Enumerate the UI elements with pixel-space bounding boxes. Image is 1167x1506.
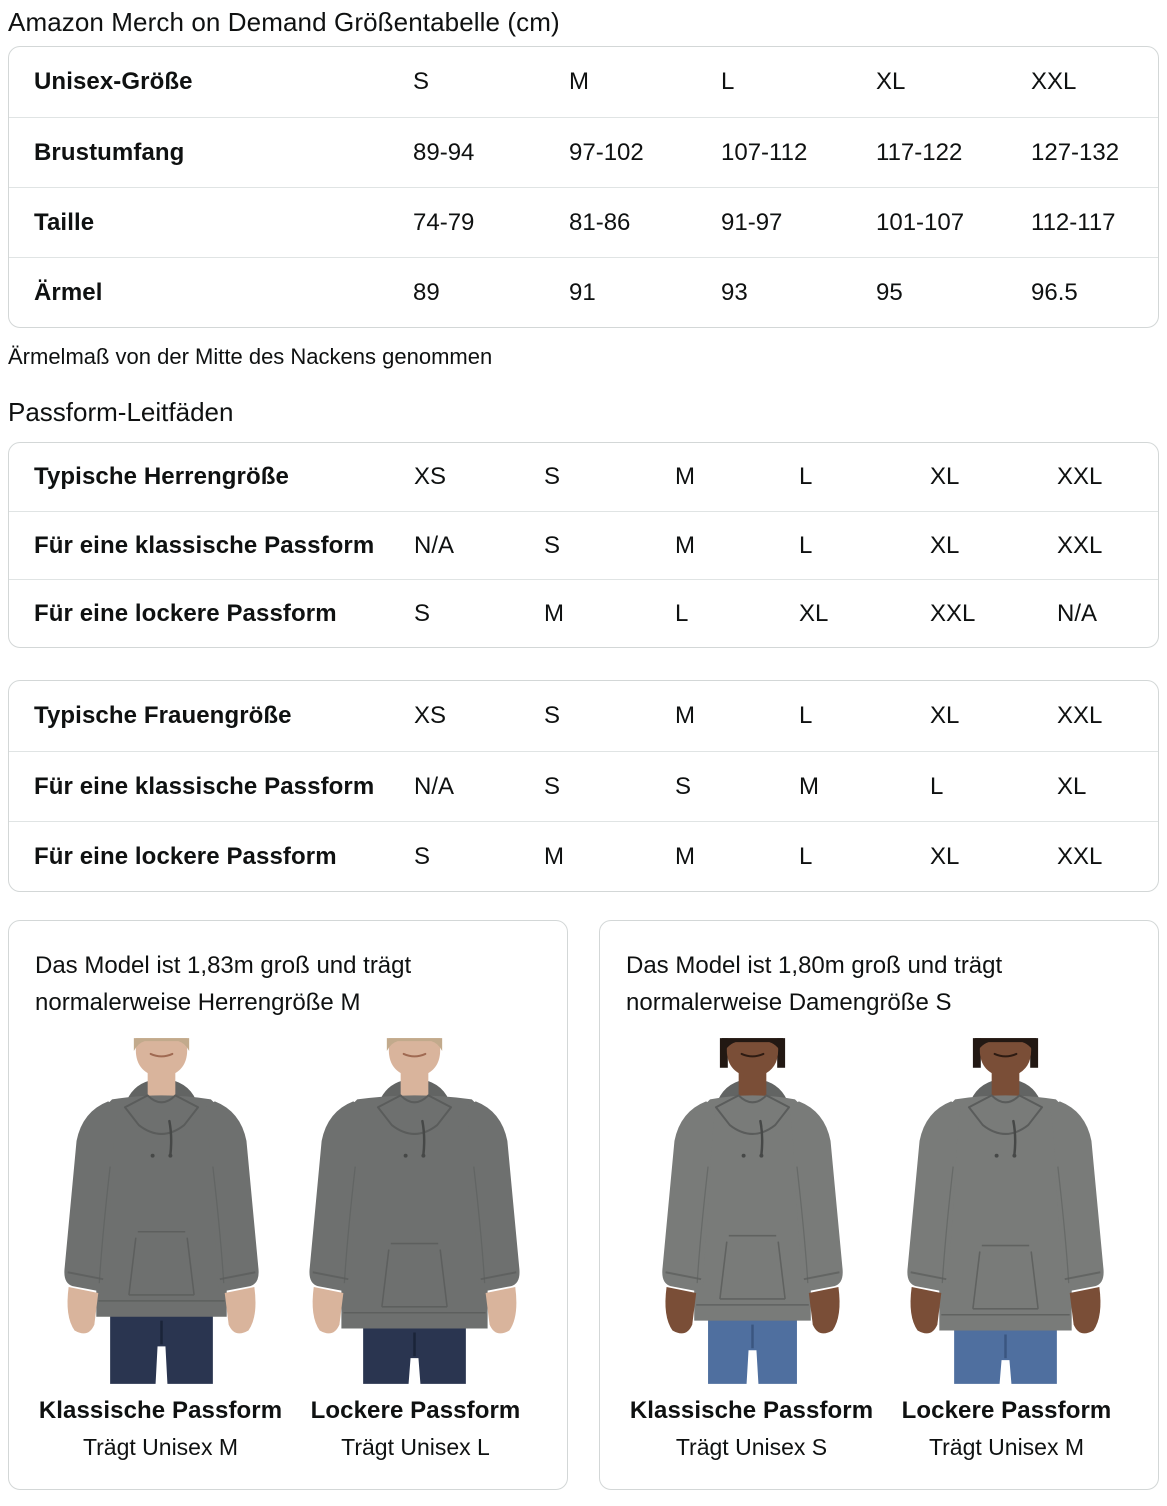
size-value: XL — [799, 599, 829, 627]
model-photos — [624, 1033, 1134, 1389]
size-value: L — [799, 531, 813, 559]
size-value: 96.5 — [1031, 278, 1078, 306]
size-value: S — [675, 772, 692, 800]
size-value: XXL — [1057, 842, 1103, 870]
size-value: N/A — [414, 531, 455, 559]
size-value: L — [675, 599, 689, 627]
fit-caption — [624, 1397, 879, 1461]
size-value: 91-97 — [721, 208, 783, 236]
fit-caption — [879, 1397, 1134, 1461]
size-value: M — [675, 463, 695, 490]
size-value: XXL — [1057, 531, 1103, 559]
size-value: XL — [930, 463, 960, 490]
wears-size-label: Trägt Unisex M — [82, 1434, 239, 1460]
size-value: S — [414, 842, 431, 870]
men-fit-table — [8, 442, 1159, 648]
size-value: M — [799, 772, 819, 800]
size-value: M — [675, 531, 695, 559]
size-value: M — [544, 842, 564, 870]
unisex-size-table — [8, 46, 1159, 328]
size-value: L — [799, 702, 813, 729]
size-value: XS — [414, 463, 447, 490]
size-value: 93 — [721, 278, 748, 306]
table-row — [9, 821, 1158, 891]
size-value: XXL — [1057, 463, 1103, 490]
size-value: 95 — [876, 278, 903, 306]
size-value: XXL — [1057, 702, 1103, 729]
size-value: XL — [930, 702, 960, 729]
row-label: Für eine lockere Passform — [34, 599, 337, 627]
model-photos — [33, 1033, 543, 1389]
size-value: S — [544, 531, 561, 559]
size-value: L — [930, 772, 944, 800]
row-label: Für eine klassische Passform — [34, 772, 375, 800]
wears-size-label: Trägt Unisex S — [675, 1434, 828, 1460]
size-value: 89-94 — [413, 138, 475, 166]
female-model-card — [599, 920, 1159, 1490]
women-fit-table — [8, 680, 1159, 892]
size-value: M — [675, 842, 695, 870]
size-value: 117-122 — [876, 138, 963, 166]
size-value: M — [675, 702, 695, 729]
model-description: Das Model ist 1,80m groß und trägt normalerweise Damengröße S — [626, 952, 1003, 1016]
fit-captions — [33, 1397, 543, 1461]
wears-size-label: Trägt Unisex L — [341, 1434, 490, 1460]
row-label: Brustumfang — [34, 138, 185, 166]
male-model-card — [8, 920, 568, 1490]
row-label: Für eine klassische Passform — [34, 531, 375, 559]
row-label: Unisex-Größe — [34, 68, 193, 95]
size-value: 127-132 — [1031, 138, 1120, 166]
size-value: S — [544, 772, 561, 800]
size-value: 101-107 — [876, 208, 965, 236]
size-value: XS — [414, 702, 447, 729]
table-row — [9, 117, 1158, 187]
size-value: N/A — [414, 772, 455, 800]
table-row — [9, 257, 1158, 327]
row-label: Für eine lockere Passform — [34, 842, 337, 870]
table-row — [9, 187, 1158, 257]
size-value: L — [721, 68, 735, 95]
size-value: XXL — [1031, 68, 1077, 95]
size-value: XL — [930, 531, 960, 559]
table-row — [9, 443, 1158, 511]
table-row — [9, 751, 1158, 821]
size-chart-page — [0, 6, 1167, 1490]
fit-type-label: Klassische Passform — [629, 1397, 874, 1424]
size-value: 81-86 — [569, 208, 631, 236]
size-value: XL — [1057, 772, 1087, 800]
size-value: XL — [930, 842, 960, 870]
size-value: S — [414, 599, 431, 627]
female-classic-model-image — [631, 1033, 874, 1389]
model-photo-cards — [8, 920, 1159, 1490]
wears-size-label: Trägt Unisex M — [928, 1434, 1085, 1460]
page-title: Amazon Merch on Demand Größentabelle (cm) — [8, 7, 560, 37]
fit-caption — [33, 1397, 288, 1461]
size-value: S — [544, 702, 561, 729]
model-description: Das Model ist 1,83m groß und trägt normalerweise Herrengröße M — [35, 952, 412, 1016]
row-label: Typische Herrengröße — [34, 463, 289, 490]
size-value: 97-102 — [569, 138, 644, 166]
size-value: 89 — [413, 278, 440, 306]
table-row — [9, 681, 1158, 751]
fit-guides-heading: Passform-Leitfäden — [8, 397, 234, 427]
size-value: M — [569, 68, 589, 95]
male-loose-model-image — [293, 1033, 536, 1389]
size-value: M — [544, 599, 564, 627]
size-value: S — [544, 463, 561, 490]
size-value: L — [799, 842, 813, 870]
fit-type-label: Lockere Passform — [901, 1397, 1112, 1424]
fit-type-label: Lockere Passform — [310, 1397, 521, 1424]
table-row — [9, 47, 1158, 117]
fit-captions — [624, 1397, 1134, 1461]
row-label: Ärmel — [34, 278, 103, 306]
size-value: 107-112 — [721, 138, 808, 166]
size-value: N/A — [1057, 599, 1098, 627]
table-row — [9, 511, 1158, 579]
table-row — [9, 579, 1158, 647]
size-value: 74-79 — [413, 208, 475, 236]
sleeve-measure-note: Ärmelmaß von der Mitte des Nackens genommen — [8, 344, 493, 369]
size-value: 91 — [569, 278, 596, 306]
size-value: L — [799, 463, 813, 490]
size-value: XL — [876, 68, 906, 95]
female-loose-model-image — [884, 1033, 1127, 1389]
fit-type-label: Klassische Passform — [38, 1397, 283, 1424]
size-value: S — [413, 68, 430, 95]
fit-caption — [288, 1397, 543, 1461]
size-value: XXL — [930, 599, 976, 627]
size-value: 112-117 — [1031, 208, 1116, 236]
male-classic-model-image — [40, 1033, 283, 1389]
row-label: Typische Frauengröße — [34, 702, 292, 729]
row-label: Taille — [34, 208, 95, 236]
